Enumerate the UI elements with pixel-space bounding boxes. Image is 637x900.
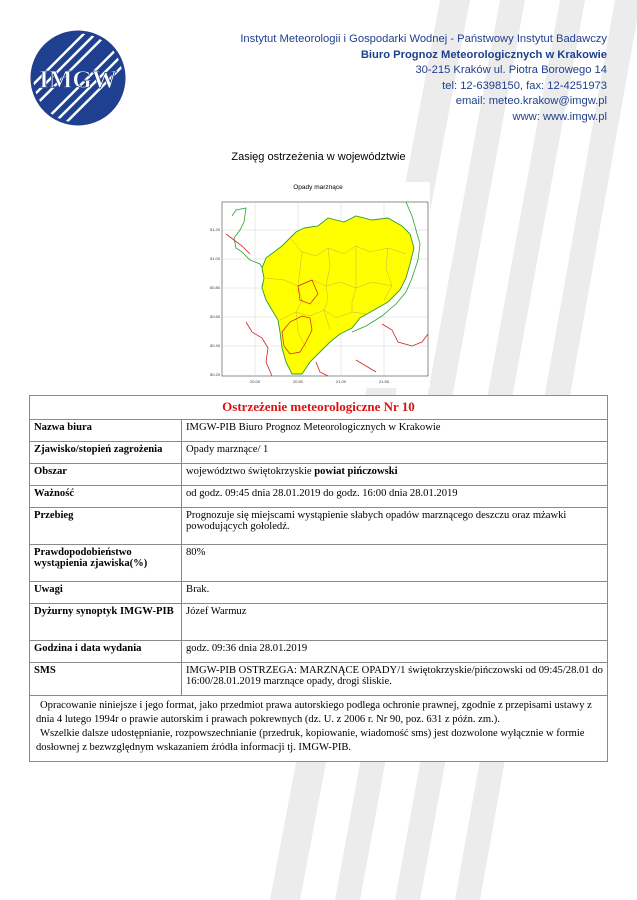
- table-row: [30, 582, 608, 604]
- row-label: Przebieg: [30, 508, 182, 545]
- website: www: www.imgw.pl: [512, 110, 607, 123]
- area-district: powiat pińczowski: [314, 466, 398, 477]
- lon-tick: 20.00: [249, 379, 261, 384]
- row-label: Uwagi: [30, 582, 182, 604]
- imgw-logo: [30, 30, 126, 126]
- lat-tick: 51.20: [209, 227, 220, 232]
- lon-tick: 20.50: [292, 379, 304, 384]
- area-voivodeship: województwo świętokrzyskie: [186, 466, 312, 477]
- lat-tick: 50.60: [209, 314, 220, 319]
- lat-tick: 50.80: [209, 285, 220, 290]
- row-label: Zjawisko/stopień zagrożenia: [30, 442, 182, 464]
- copyright-text: Opracowanie niniejsze i jego format, jako przedmiot prawa autorskiego podlega ochronie prawnej, zgodnie z przepisami ustawy z dnia 4 lutego 1994r o prawie autorskim i prawach pokrewnych (dz. U. z 2006 r. Nr 90, poz. 631 z późn. zm.).: [36, 700, 592, 725]
- lat-tick: 51.00: [209, 256, 220, 261]
- institute-name: Instytut Meteorologii i Gospodarki Wodnej - Państwowy Instytut Badawczy: [240, 33, 607, 45]
- row-label: Godzina i data wydania: [30, 641, 182, 663]
- warning-table: [29, 395, 608, 762]
- map-subtitle: Opady marznące: [293, 184, 343, 191]
- office-name: Biuro Prognoz Meteorologicznych w Krakowie: [360, 48, 607, 61]
- table-row: [30, 508, 608, 545]
- lon-tick: 21.00: [335, 379, 347, 384]
- row-value: Józef Warmuz: [182, 604, 608, 641]
- table-row: [30, 486, 608, 508]
- row-label: Obszar: [30, 464, 182, 486]
- warning-map: [206, 182, 430, 388]
- row-label: Ważność: [30, 486, 182, 508]
- row-label: Prawdopodobieństwo wystąpienia zjawiska(%): [30, 545, 182, 582]
- email: email: meteo.krakow@imgw.pl: [455, 95, 607, 107]
- warning-title: Ostrzeżenie meteorologiczne Nr 10: [30, 396, 608, 420]
- table-row: [30, 420, 608, 442]
- table-row: [30, 545, 608, 582]
- institute-header: [240, 32, 607, 125]
- phone-fax: tel: 12-6398150, fax: 12-4251973: [442, 79, 607, 92]
- copyright-notice: [30, 696, 608, 762]
- row-value: od godz. 09:45 dnia 28.01.2019 do godz. 16:00 dnia 28.01.2019: [182, 486, 608, 508]
- row-value: godz. 09:36 dnia 28.01.2019: [182, 641, 608, 663]
- row-value-area: [182, 464, 608, 486]
- row-label: SMS: [30, 663, 182, 696]
- lat-tick: 50.20: [209, 372, 220, 377]
- table-row: [30, 663, 608, 696]
- row-value: Brak.: [182, 582, 608, 604]
- row-value: 80%: [182, 545, 608, 582]
- table-row: [30, 604, 608, 641]
- lat-tick: 50.40: [209, 343, 220, 348]
- table-row: [30, 442, 608, 464]
- map-section-title: Zasięg ostrzeżenia w województwie: [231, 151, 406, 163]
- lon-tick: 21.50: [378, 379, 390, 384]
- row-value: Prognozuje się miejscami wystąpienie słabych opadów marznącego deszczu oraz mżawki powodujących gołoledź.: [182, 508, 608, 545]
- address: 30-215 Kraków ul. Piotra Borowego 14: [415, 64, 607, 76]
- table-row: [30, 464, 608, 486]
- distribution-text: Wszelkie dalsze udostępnianie, rozpowszechnianie (przedruk, kopiowanie, wiadomość sms) jest dozwolone wyłącznie w formie dosłownej z bezwzględnym wskazaniem źródła informacji tj. IMGW-PIB.: [36, 728, 585, 753]
- row-value: IMGW-PIB Biuro Prognoz Meteorologicznych w Krakowie: [182, 420, 608, 442]
- logo-text: IMGW: [39, 66, 117, 94]
- row-label: Dyżurny synoptyk IMGW-PIB: [30, 604, 182, 641]
- row-value: Opady marznące/ 1: [182, 442, 608, 464]
- row-value: IMGW-PIB OSTRZEGA: MARZNĄCE OPADY/1 świętokrzyskie/pińczowski od 09:45/28.01 do 16:00/28.01.2019 marznące opady, drogi śliskie.: [182, 663, 608, 696]
- row-label: Nazwa biura: [30, 420, 182, 442]
- table-row: [30, 641, 608, 663]
